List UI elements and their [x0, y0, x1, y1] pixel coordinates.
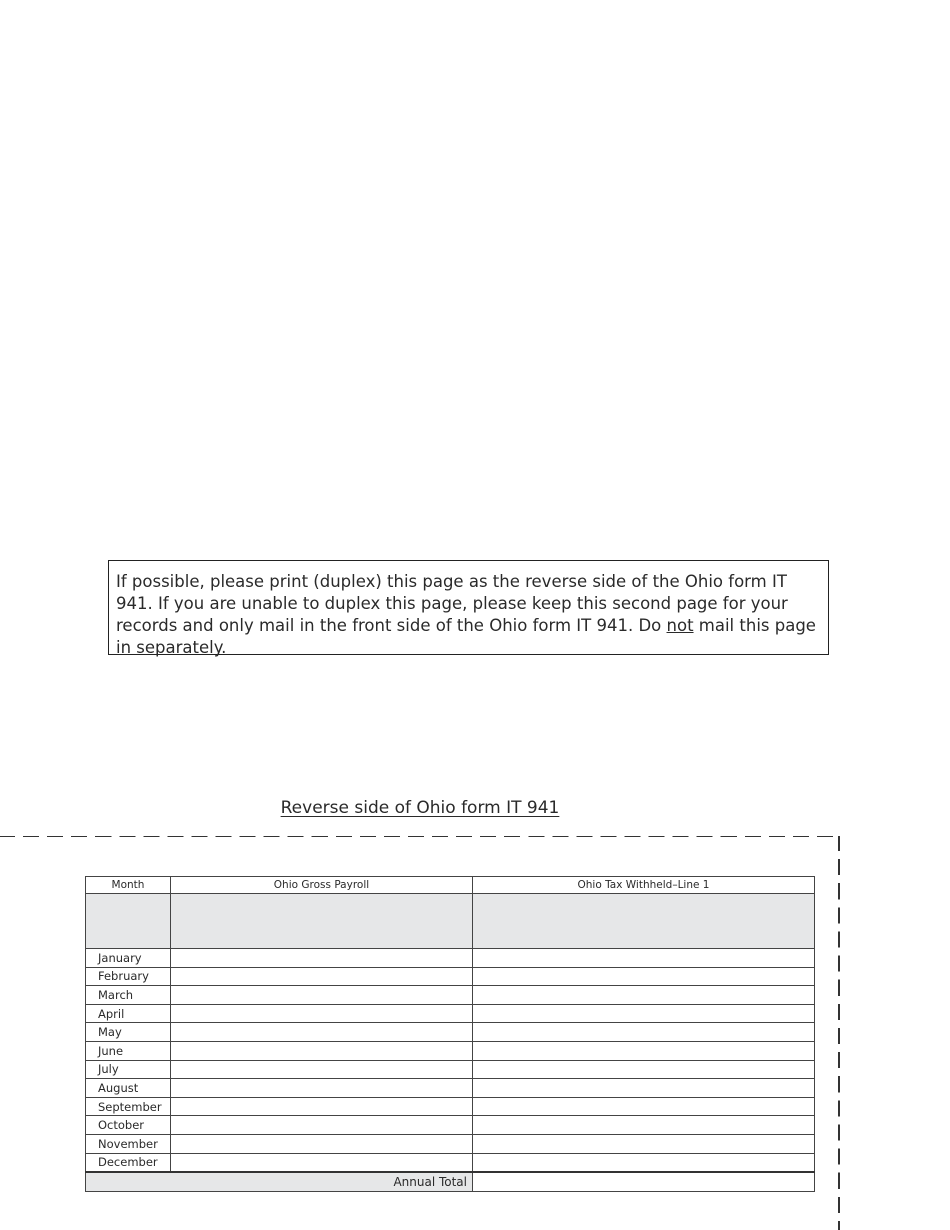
tax-withheld-cell[interactable]	[473, 1041, 815, 1060]
reverse-side-title: Reverse side of Ohio form IT 941	[280, 798, 560, 818]
cut-line-right	[838, 836, 840, 1230]
gross-payroll-cell[interactable]	[171, 1060, 473, 1079]
tax-withheld-cell[interactable]	[473, 1097, 815, 1116]
table-header-row	[86, 877, 815, 894]
tax-withheld-cell[interactable]	[473, 1153, 815, 1172]
table-row	[86, 1079, 815, 1098]
tax-withheld-cell[interactable]	[473, 1023, 815, 1042]
gross-payroll-cell[interactable]	[171, 1116, 473, 1135]
header-gross-payroll: Ohio Gross Payroll	[171, 877, 473, 894]
month-name: March	[86, 986, 171, 1005]
gross-payroll-cell[interactable]	[171, 949, 473, 968]
gross-payroll-cell[interactable]	[171, 986, 473, 1005]
tax-withheld-cell[interactable]	[473, 949, 815, 968]
table-row	[86, 1060, 815, 1079]
tax-withheld-cell[interactable]	[473, 1079, 815, 1098]
month-name: September	[86, 1097, 171, 1116]
tax-withheld-cell[interactable]	[473, 1004, 815, 1023]
gross-payroll-cell[interactable]	[171, 967, 473, 986]
month-name: May	[86, 1023, 171, 1042]
shaded-row	[86, 894, 815, 949]
shaded-cell	[86, 894, 171, 949]
tax-withheld-cell[interactable]	[473, 967, 815, 986]
table-row	[86, 967, 815, 986]
cut-line-top	[0, 836, 840, 837]
month-name: January	[86, 949, 171, 968]
gross-payroll-cell[interactable]	[171, 1041, 473, 1060]
annual-total-label: Annual Total	[86, 1172, 473, 1192]
table-row	[86, 1153, 815, 1172]
month-name: October	[86, 1116, 171, 1135]
table-row	[86, 1116, 815, 1135]
month-name: April	[86, 1004, 171, 1023]
table-row	[86, 1097, 815, 1116]
gross-payroll-cell[interactable]	[171, 1023, 473, 1042]
gross-payroll-cell[interactable]	[171, 1079, 473, 1098]
gross-payroll-cell[interactable]	[171, 1097, 473, 1116]
month-name: November	[86, 1134, 171, 1153]
header-month: Month	[86, 877, 171, 894]
month-name: August	[86, 1079, 171, 1098]
notice-emphasis: not	[666, 616, 694, 635]
shaded-cell	[171, 894, 473, 949]
table-row	[86, 1041, 815, 1060]
notice-text-part1: If possible, please print (duplex) this page as the reverse side of the Ohio form IT 941. If you are unable to duplex this page, please keep this second page for your records and only mail in the front side of the Ohio form IT 941. Do	[116, 572, 788, 635]
header-tax-withheld: Ohio Tax Withheld–Line 1	[473, 877, 815, 894]
month-name: February	[86, 967, 171, 986]
annual-total-row	[86, 1172, 815, 1192]
table-row	[86, 949, 815, 968]
table-row	[86, 1023, 815, 1042]
monthly-withholding-table	[85, 876, 815, 1192]
duplex-notice	[108, 560, 829, 655]
table-row	[86, 1004, 815, 1023]
tax-withheld-cell[interactable]	[473, 986, 815, 1005]
tax-withheld-cell[interactable]	[473, 1116, 815, 1135]
gross-payroll-cell[interactable]	[171, 1134, 473, 1153]
month-name: June	[86, 1041, 171, 1060]
shaded-cell	[473, 894, 815, 949]
table-row	[86, 986, 815, 1005]
gross-payroll-cell[interactable]	[171, 1153, 473, 1172]
notice-text-part2: mail this page in separately.	[116, 616, 816, 657]
month-name: December	[86, 1153, 171, 1172]
tax-withheld-cell[interactable]	[473, 1134, 815, 1153]
tax-withheld-cell[interactable]	[473, 1060, 815, 1079]
month-name: July	[86, 1060, 171, 1079]
gross-payroll-cell[interactable]	[171, 1004, 473, 1023]
table-row	[86, 1134, 815, 1153]
annual-total-value-cell[interactable]	[473, 1172, 815, 1192]
